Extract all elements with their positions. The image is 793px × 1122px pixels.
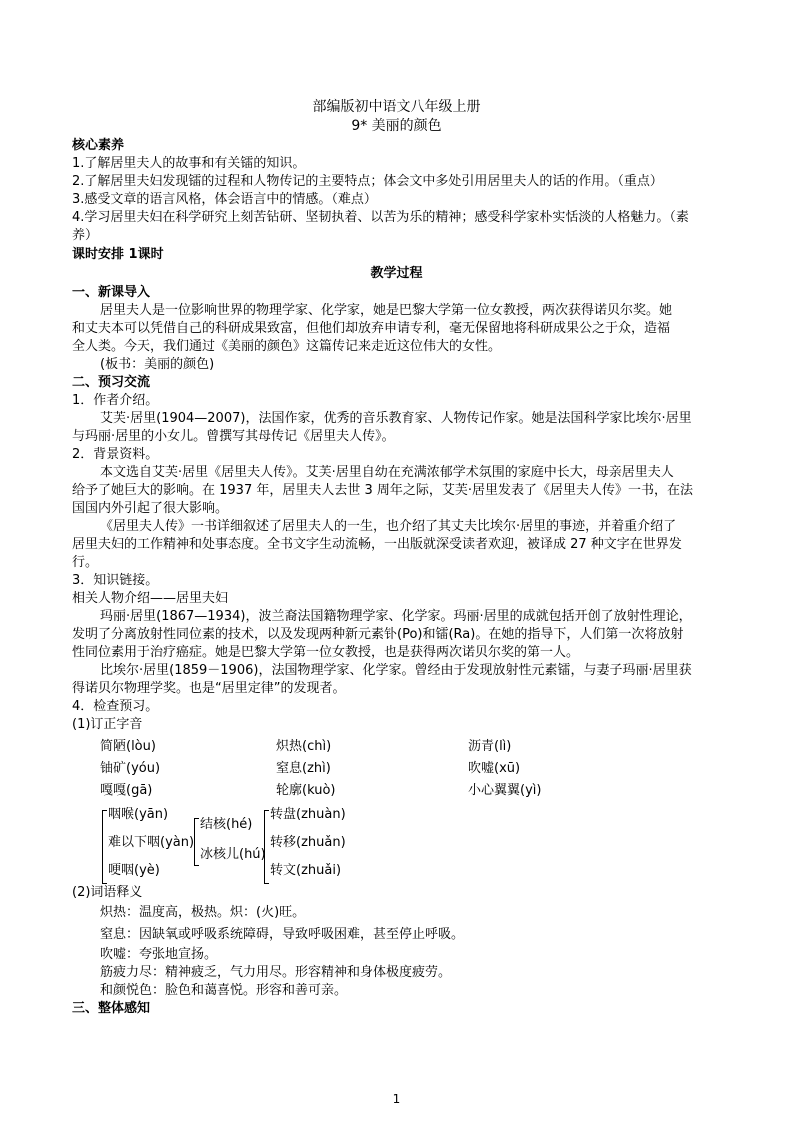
pron-item: 轮廓(kuò) (276, 783, 336, 798)
vocab-item: 筋疲力尽：精神疲乏，气力用尽。形容精神和身体极度疲劳。 (100, 965, 452, 980)
section-heading: 二、预习交流 (72, 375, 151, 390)
core-item: 养） (72, 228, 99, 243)
subsection-title: 4．检查预习。 (72, 699, 159, 714)
schedule: 课时安排 1课时 (72, 247, 164, 262)
vocab-item: 吹嘘：夸张地宣扬。 (100, 947, 218, 962)
paragraph-line: 行。 (72, 555, 99, 570)
pron-item: 炽热(chì) (276, 739, 332, 754)
paragraph-line: 性同位素用于治疗癌症。她是巴黎大学第一位女教授，也是获得两次诺贝尔奖的第一人。 (72, 645, 580, 660)
pron-item: 窒息(zhì) (276, 761, 331, 776)
vocab-item: 炽热：温度高，极热。炽：(火)旺。 (100, 905, 306, 920)
polyphone-item: 冰核儿(hú) (200, 847, 266, 862)
paragraph-line: 比埃尔·居里(1859－1906)，法国物理学家、化学家。曾经由于发现放射性元素镭，与妻子玛丽·居里获 (100, 663, 692, 678)
paragraph-line: 国国内外引起了很大影响。 (72, 501, 229, 516)
paragraph-line: 本文选自艾芙·居里《居里夫人传》。艾芙·居里自幼在充满浓郁学术氛围的家庭中长大，母亲居里夫人 (100, 465, 674, 480)
lesson-title: 9* 美丽的颜色 (351, 118, 442, 134)
subsection-title: 3．知识链接。 (72, 573, 159, 588)
vocab-item: 和颜悦色：脸色和蔼喜悦。形容和善可亲。 (100, 983, 348, 998)
pron-item: 简陋(lòu) (100, 739, 156, 754)
paragraph-line: 得诺贝尔物理学奖。也是“居里定律”的发现者。 (72, 681, 346, 696)
paragraph-line: 与玛丽·居里的小女儿。曾撰写其母传记《居里夫人传》。 (72, 429, 395, 444)
subsection-subtitle: 相关人物介绍——居里夫妇 (72, 591, 229, 606)
core-heading: 核心素养 (72, 138, 125, 153)
paragraph-line: 全人类。今天，我们通过《美丽的颜色》这篇传记来走近这位伟大的女性。 (72, 339, 502, 354)
polyphone-item: 转盘(zhuàn) (270, 807, 346, 822)
doc-title: 部编版初中语文八年级上册 (312, 99, 481, 115)
vocab-item: 窒息：因缺氧或呼吸系统障碍，导致呼吸困难，甚至停止呼吸。 (100, 927, 465, 942)
pron-item: 铀矿(yóu) (100, 761, 161, 776)
process-title: 教学过程 (370, 266, 423, 281)
section-heading: 三、整体感知 (72, 1001, 151, 1016)
core-item: 1.了解居里夫人的故事和有关镭的知识。 (72, 156, 306, 171)
subsection-title: 1．作者介绍。 (72, 393, 159, 408)
paragraph-line: 艾芙·居里(1904—2007)，法国作家，优秀的音乐教育家、人物传记作家。她是法国科学家比埃尔·居里 (100, 411, 692, 426)
polyphone-item: 难以下咽(yàn) (108, 835, 195, 850)
polyphone-item: 结核(hé) (200, 817, 253, 832)
paragraph-line: 给予了她巨大的影响。在 1937 年，居里夫人去世 3 周年之际，艾芙·居里发表了《居里夫人传》一书，在法 (72, 483, 694, 498)
core-item: 4.学习居里夫妇在科学研究上刻苦钻研、坚韧执着、以苦为乐的精神；感受科学家朴实恬淡的人格魅力。（素 (72, 210, 689, 225)
pron-title: (1)订正字音 (72, 717, 143, 732)
pron-item: 小心翼翼(yì) (468, 783, 542, 798)
polyphone-item: 转文(zhuǎi) (270, 863, 342, 878)
core-item: 3.感受文章的语言风格，体会语言中的情感。（难点） (72, 192, 377, 207)
paragraph-line: 居里夫妇的工作精神和处事态度。全书文字生动流畅，一出版就深受读者欢迎，被译成 27 种文字在世界发 (72, 537, 682, 552)
paragraph-line: 发明了分离放射性同位素的技术，以及发现两种新元素钋(Po)和镭(Ra)。在她的指导下，人们第一次将放射 (72, 627, 684, 642)
polyphone-item: 咽喉(yān) (108, 807, 169, 822)
group-brace (264, 810, 269, 884)
core-item: 2.了解居里夫妇发现镭的过程和人物传记的主要特点；体会文中多处引用居里夫人的话的作用。（重点） (72, 174, 663, 189)
paragraph-line: 《居里夫人传》一书详细叙述了居里夫人的一生，也介绍了其丈夫比埃尔·居里的事迹，并着重介绍了 (100, 519, 677, 534)
subsection-title: 2．背景资料。 (72, 447, 159, 462)
pron-item: 吹嘘(xū) (468, 761, 521, 776)
pron-item: 沥青(lì) (468, 739, 512, 754)
section-heading: 一、新课导入 (72, 285, 151, 300)
vocab-title: (2)词语释义 (72, 885, 143, 900)
paragraph-line: 玛丽·居里(1867—1934)，波兰裔法国籍物理学家、化学家。玛丽·居里的成就包括开创了放射性理论， (100, 609, 692, 624)
paragraph-line: 居里夫人是一位影响世界的物理学家、化学家，她是巴黎大学第一位女教授，两次获得诺贝尔奖。她 (100, 303, 673, 318)
group-brace (102, 810, 107, 884)
page-number: 1 (392, 1092, 401, 1106)
polyphone-item: 转移(zhuǎn) (270, 835, 346, 850)
paragraph-line: 和丈夫本可以凭借自己的科研成果致富，但他们却放弃申请专利，毫无保留地将科研成果公之于众，造福 (72, 321, 671, 336)
board-note: (板书：美丽的颜色) (100, 357, 215, 372)
polyphone-item: 哽咽(yè) (108, 863, 160, 878)
group-brace (194, 818, 199, 866)
pron-item: 嘎嘎(gā) (100, 783, 153, 798)
